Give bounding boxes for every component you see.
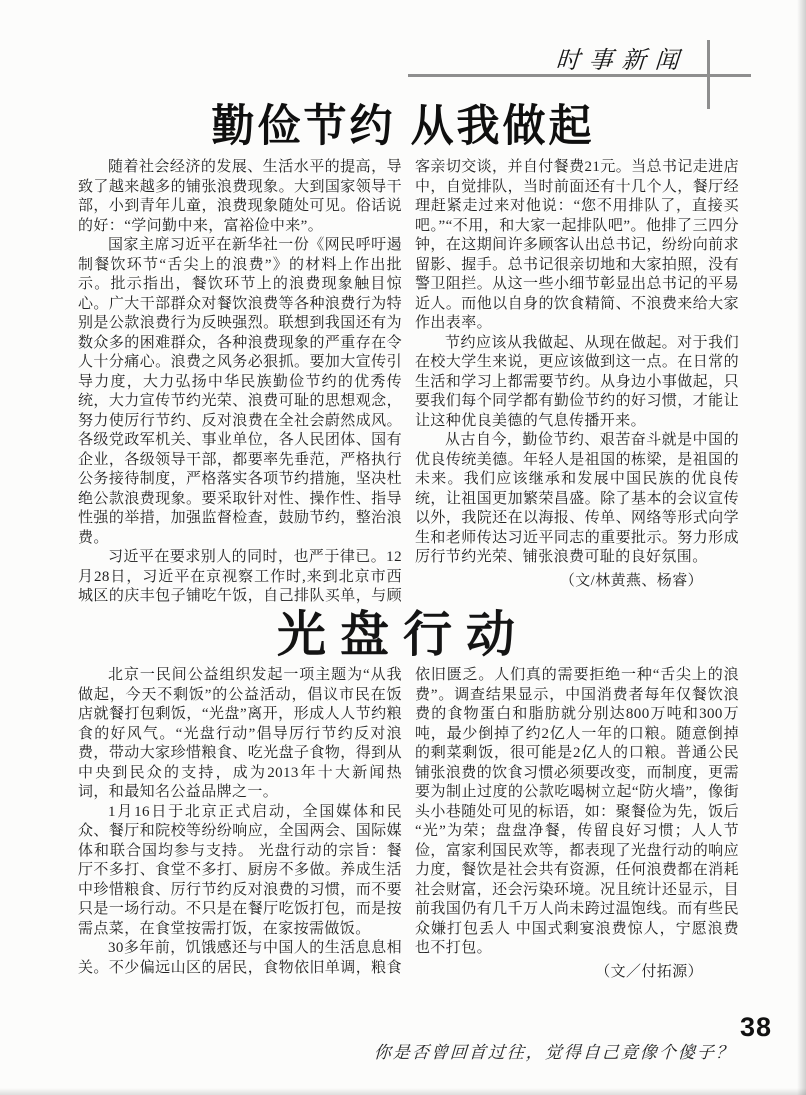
article2-paragraph-3: 30多年前，饥饿感还与中国人的生活息息相关。不少偏远山区的居民，食物依旧单调，粮食依旧匮乏。人们真的需要拒绝一种“舌尖上的浪费”。调查结果显示，中国消费者每年仅餐饮浪费的食物蛋白和脂肪就分别达800万吨和300万吨，最少倒掉了约2亿人一年的口粮。随意倒掉的剩菜剩饭，很可能是2亿人的口粮。普通公民铺张浪费的饮食习惯必须要改变，而制度，更需要为制止过度的公款吃喝树立起“防火墙”，像街头小巷随处可见的标语，如：聚餐俭为先，饭后“光”为荣；盘盘净餐，传留良好习惯；人人节俭，富家利国民欢等，都表现了光盘行动的响应力度，餐饮是社会共有资源，任何浪费都在消耗社会财富，还会污染环境。况且统计还显示，目前我国仍有几千万人尚未跨过温饱线。而有些民众嫌打包丢人 中国式剩宴浪费惊人，宁愿浪费也不打包。: [78, 667, 739, 976]
section-header-label: 时事新闻: [554, 48, 689, 74]
article2-title: 光盘行动: [276, 608, 529, 662]
article1-paragraph-3: 习近平在要求别人的同时，也严于律已。12月28日，习近平在京视察工作时,来到北京市西城区的庆丰包子铺吃午饭，自己排队买单，与顾客亲切交谈，并自付餐费21元。当总书记走进店中，自觉排队，当时前面还有十几个人，餐厅经理赶紧走过来对他说：“您不用排队了，直接买吧。”“不用，和大家一起排队吧”。他排了三四分钟，在这期间许多顾客认出总书记，纷纷向前求留影、握手。总书记很亲切地和大家拍照，没有警卫阻拦。从这一些小细节彰显出总书记的平易近人。而他以自身的饮食精简、不浪费来给大家作出表率。: [78, 159, 739, 604]
article2-byline: （文／付拓源）: [595, 963, 703, 980]
article1-byline: （文/林黄燕、杨睿）: [559, 572, 703, 589]
article1-paragraph-4: 节约应该从我做起、从现在做起。对于我们在校大学生来说，更应该做到这一点。在日常的生活和学习上都需要节约。从身边小事做起，只要我们每个同学都有勤俭节约的好习惯，才能让让这种优良美德的气息传播开来。: [415, 334, 739, 429]
article2-paragraph-1: 北京一民间公益组织发起一项主题为“从我做起，今天不剩饭”的公益活动，倡议市民在饭店就餐打包剩饭，“光盘”离开，形成人人节约粮食的好风气。“光盘行动”倡导厉行节约反对浪费，带动大家珍惜粮食、吃光盘子食物，得到从中央到民众的支持，成为2013年十大新闻热词，和最知名公益品牌之一。: [78, 667, 402, 800]
page-number: 38: [740, 1012, 773, 1042]
article2-body: [78, 666, 739, 982]
article1-paragraph-2: 国家主席习近平在新华社一份《网民呼吁遏制餐饮环节“舌尖上的浪费”》的材料上作出批示。批示指出，餐饮环节上的浪费现象触目惊心。广大干部群众对餐饮浪费等各种浪费行为特别是公款浪费行为反映强烈。联想到我国还有为数众多的困难群众，各种浪费现象的严重存在令人十分痛心。浪费之风务必狠抓。要加大宣传引导力度，大力弘扬中华民族勤俭节约的优秀传统，大力宣传节约光荣、浪费可耻的思想观念，努力使厉行节约、反对浪费在全社会蔚然成风。各级党政军机关、事业单位，各人民团体、国有企业，各级领导干部，都要率先垂范，严格执行公务接待制度，严格落实各项节约措施，坚决杜绝公款浪费现象。要采取针对性、操作性、指导性强的举措，加强监督检查，鼓励节约，整治浪费。: [78, 237, 402, 546]
scan-edge-bottom: [0, 1088, 806, 1095]
header-rule-horizontal: [408, 74, 751, 77]
footer-quote: 你是否曾回首过往，觉得自己竟像个傻子？: [373, 1043, 736, 1062]
article1-paragraph-5: 从古自今，勤俭节约、艰苦奋斗就是中国的优良传统美德。年轻人是祖国的栋梁，是祖国的未来。我们应该继承和发展中国民族的优良传统，让祖国更加繁荣昌盛。除了基本的会议宣传以外，我院还在以海报、传单、网络等形式向学生和老师传达习近平同志的重要批示。努力形成厉行节约光荣、铺张浪费可耻的良好氛围。: [415, 432, 739, 565]
article1-body: [78, 158, 739, 607]
article2-paragraph-2: 1月16日于北京正式启动，全国媒体和民众、餐厅和院校等纷纷响应，全国两会、国际媒体和联合国均参与支持。 光盘行动的宗旨：餐厅不多打、食堂不多打、厨房不多做。养成生活中珍惜粮食、厉行节约反对浪费的习惯，而不要只是一场行动。不只是在餐厅吃饭打包，而是按需点菜，在食堂按需打饭，在家按需做饭。: [78, 803, 402, 937]
article1-title: 勤俭节约 从我做起: [211, 101, 595, 151]
article1-paragraph-1: 随着社会经济的发展、生活水平的提高，导致了越来越多的铺张浪费现象。大到国家领导干部，小到青年儿童，浪费现象随处可见。俗话说的好：“学问勤中来，富裕俭中来”。: [78, 159, 402, 234]
scan-edge-right: [797, 0, 806, 1095]
